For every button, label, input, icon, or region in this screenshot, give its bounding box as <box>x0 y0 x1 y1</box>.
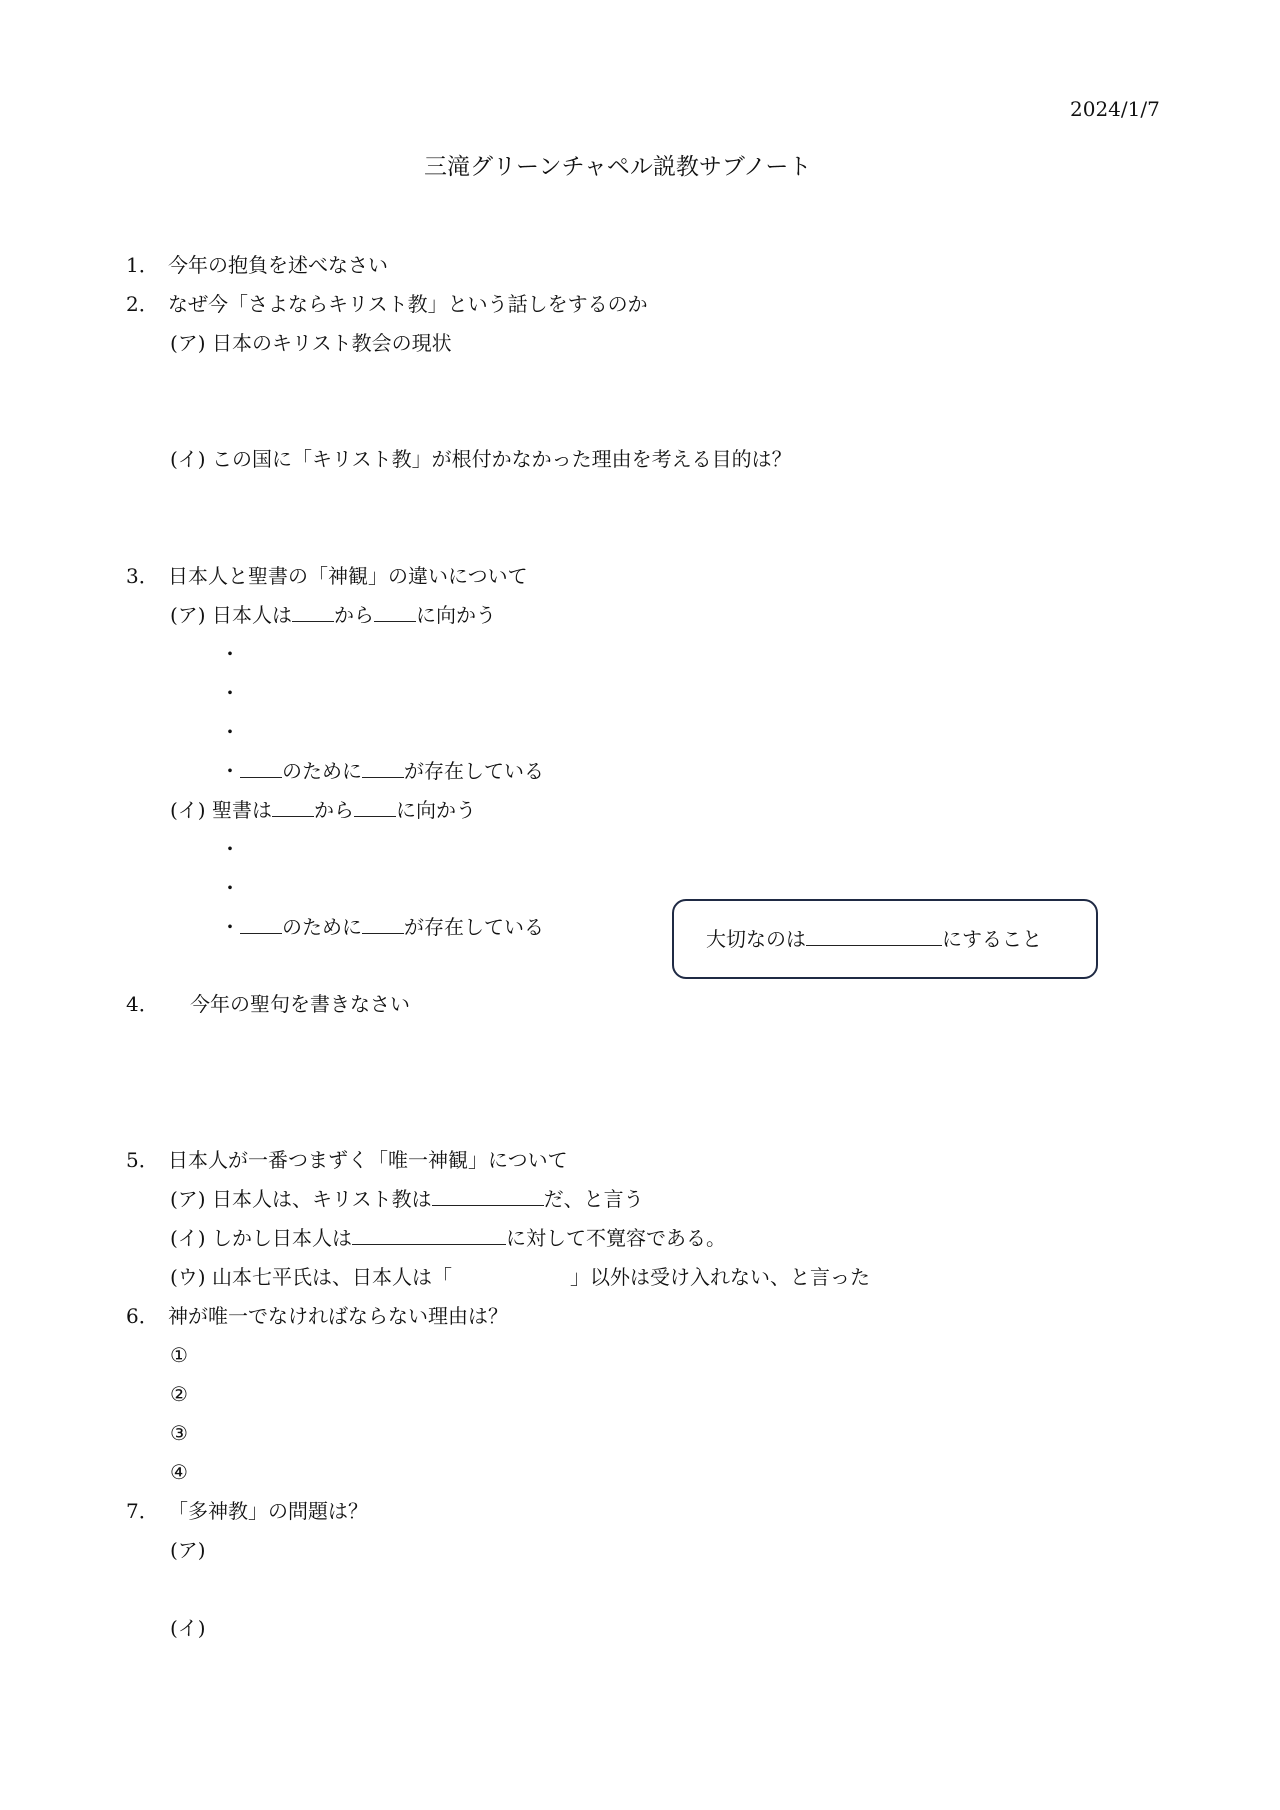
q7-sub-a: (ア) <box>170 1538 206 1562</box>
callout-pre: 大切なのは <box>706 927 806 951</box>
callout-post: にすること <box>942 927 1042 951</box>
question-text: 今年の聖句を書きなさい <box>190 992 410 1016</box>
fill-blank <box>806 925 942 946</box>
fill-blank <box>362 757 404 778</box>
q7-sub-i: (イ) <box>170 1616 206 1640</box>
question-1 <box>126 251 388 279</box>
bullet: ・ <box>220 837 240 861</box>
q5-sub-u: (ウ) 山本七平氏は、日本人は「 」以外は受け入れない、と言った <box>170 1265 870 1289</box>
q6-item: ③ <box>170 1421 188 1445</box>
question-2 <box>126 290 648 318</box>
fill-blank <box>432 1185 544 1206</box>
question-text: 神が唯一でなければならない理由は？ <box>168 1304 508 1328</box>
question-number: 1． <box>126 253 159 277</box>
purpose-line: ・ のために が存在している <box>220 759 544 783</box>
fill-blank <box>272 796 314 817</box>
q3-sub-i: (イ) 聖書は から に向かう <box>170 798 476 822</box>
q3-sub-a: (ア) 日本人は から に向かう <box>170 603 496 627</box>
q2-sub-a: (ア) 日本のキリスト教会の現状 <box>170 331 452 355</box>
fill-blank <box>374 601 416 622</box>
q5-sub-a: (ア) 日本人は、キリスト教は だ、と言う <box>170 1187 644 1211</box>
q6-item: ④ <box>170 1460 188 1484</box>
purpose-line: ・ のために が存在している <box>220 915 544 939</box>
question-number: 6． <box>126 1304 159 1328</box>
question-number: 7． <box>126 1499 159 1523</box>
question-text: 「多神教」の問題は？ <box>168 1499 368 1523</box>
bullet: ・ <box>220 720 240 744</box>
fill-blank <box>240 757 282 778</box>
question-text: 今年の抱負を述べなさい <box>168 253 388 277</box>
fill-blank <box>352 1224 506 1245</box>
fill-blank <box>362 913 404 934</box>
q5-sub-i: (イ) しかし日本人は に対して不寛容である。 <box>170 1226 726 1250</box>
question-text: 日本人と聖書の「神観」の違いについて <box>168 564 528 588</box>
question-number: 2． <box>126 292 159 316</box>
fill-blank <box>354 796 396 817</box>
question-number: 4． <box>126 992 159 1016</box>
callout-box <box>672 899 1098 979</box>
bullet: ・ <box>220 876 240 900</box>
q6-item: ② <box>170 1382 188 1406</box>
bullet: ・ <box>220 642 240 666</box>
date: 2024/1/7 <box>1070 97 1160 121</box>
question-number: 5． <box>126 1148 159 1172</box>
fill-blank <box>240 913 282 934</box>
question-5 <box>126 1146 568 1174</box>
question-4 <box>126 990 410 1018</box>
bullet: ・ <box>220 681 240 705</box>
question-6 <box>126 1302 508 1330</box>
page-title: 三滝グリーンチャペル説教サブノート <box>424 154 812 180</box>
question-text: なぜ今「さよならキリスト教」という話しをするのか <box>168 292 648 316</box>
question-7 <box>126 1497 368 1525</box>
q6-item: ① <box>170 1343 188 1367</box>
q2-sub-i: (イ) この国に「キリスト教」が根付かなかった理由を考える目的は？ <box>170 447 792 471</box>
question-number: 3． <box>126 564 159 588</box>
question-text: 日本人が一番つまずく「唯一神観」について <box>168 1148 568 1172</box>
question-3 <box>126 562 528 590</box>
fill-blank <box>292 601 334 622</box>
